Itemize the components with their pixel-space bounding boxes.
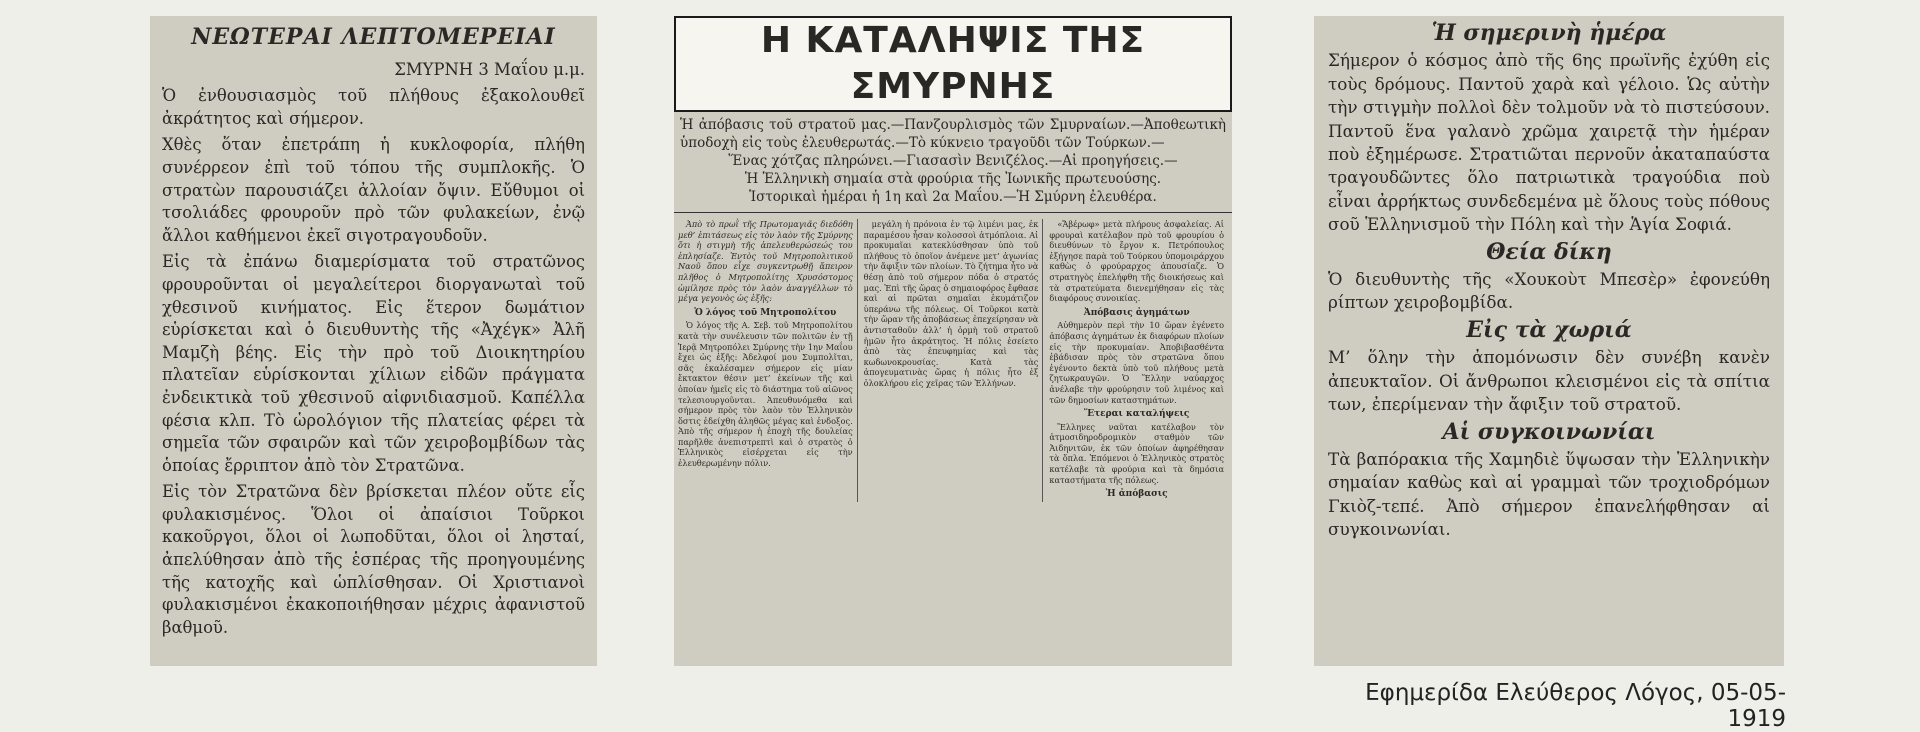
column-text: Ὁ λόγος τῆς Α. Σεβ. τοῦ Μητροπολίτου κατὰ τὴν συνέλευσιν τῶν πολιτῶν ἐν τῇ Ἱερᾷ Μητροπόλει Σμύρνης τὴν 1ην Μαΐου ἔχει ὡς ἑξῆς: Ἀδελφοί μου Συμπολῖται, σᾶς ἐκαλέσαμεν σήμερον εἰς μίαν ἔκτακτον θέσιν μετ’ ἐκείνων τῆς καὶ ὁποίαν ἡμεῖς εἰς τὸ διάστημα τοῦ αἰῶνος τελεσιουργοῦνται. Ἀπευθυνόμεθα καὶ σήμερον πρὸς τὸν λαὸν τὸν Ἑλληνικὸν ὅστις ἐδείχθη ἀληθῶς μέγας καὶ ἐνδοξος. Ἀπὸ τῆς σήμερον ἡ ἐποχὴ τῆς δουλείας παρῆλθε ἀνεπιστρεπτὶ καὶ ὁ στρατὸς ὁ Ἑλληνικὸς εἰσέρχεται εἰς τὴν ἐλευθερωμένην πόλιν. <box>678 320 853 469</box>
right-paragraph: Σήμερον ὁ κόσμος ἀπὸ τῆς 6ης πρωϊνῆς ἐχύθη εἰς τοὺς δρόμους. Παντοῦ χαρὰ καὶ γέλοιο. Ὡς αὐτὴν τὴν στιγμὴν πολλοὶ δὲν τολμοῦν νὰ τὸ πιστεύσουν. Παντοῦ ἕνα γαλανὸ χρῶμα χαιρετᾷ τὴν ἡμέραν ποὺ ἐξημέρωσε. Στρατιῶται περνοῦν ἀκαταπαύστα τραγουδῶντες ὅλο πατριωτικὰ τραγούδια ποὺ εἶναι ἀρρήκτως συνδεδεμένα μὲ ὅλους τοὺς πόθους σοῦ Ἑλληνισμοῦ τὴν Πόλη καὶ τὴν Ἁγία Σοφιά. <box>1328 50 1770 235</box>
left-paragraph: Εἰς τὸν Στρατῶνα δὲν βρίσκεται πλέον οὔτε εἷς φυλακισμένος. Ὅλοι οἱ ἀπαίσιοι Τοῦρκοι κακοῦργοι, ὅλοι οἱ λωποδῦται, ὅλοι οἱ λησταί, ἀπελύθησαν ἀπὸ τῆς ἑσπέρας τῆς προηγουμένης τῆς κατοχῆς καὶ ὡπλίσθησαν. Οἱ Χριστιανοὶ φυλακισμένοι ἐκακοποιήθησαν μέχρις ἀφανιστοῦ βαθμοῦ. <box>162 482 585 637</box>
right-newspaper-clipping <box>1314 16 1784 666</box>
subheadline-line: Ἡ ἀπόβασις τοῦ στρατοῦ μας.—Πανζουρλισμὸς τῶν Σμυρναίων.—Ἀποθεωτικὴ ὑποδοχὴ εἰς τοὺς ἐλευθερωτάς.—Τὸ κύκνειο τραγοῦδι τῶν Τούρκων.— <box>680 117 1226 151</box>
article-column-2 <box>864 219 1044 502</box>
column-text: «Ἄβέρωφ» μετὰ πλήρους ἀσφαλείας. Αἱ φρουραὶ κατέλαβον πρὸ τοῦ φρουρίου ὁ διευθύνων τὸ ἔργον κ. Πετρόπουλος ἐξήγησε παρὰ τοῦ Τούρκου ὑπομοιράρχου καθὼς ὁ φρούραρχος ἀπουσίαζε. Ὁ στρατηγὸς ἐπελήφθη τῆς διοικήσεως καὶ τὰ στρατεύματα διενεμήθησαν εἰς τὰς διαφόρους συνοικίας. <box>1049 219 1225 304</box>
column-heading: Ἀπόβασις ἀγημάτων <box>1083 307 1190 318</box>
subheadline-line: Ἱστορικαὶ ἡμέραι ἡ 1η καὶ 2α Μαΐου.—Ἡ Σμύρνη ἐλευθέρα. <box>749 189 1157 205</box>
right-paragraph: Ὁ διευθυντὴς τῆς «Χουκοὺτ Μπεσὲρ» ἐφονεύθη ρίπτων χειροβομβίδα. <box>1328 269 1770 313</box>
column-heading: Ὁ λόγος τοῦ Μητροπολίτου <box>694 307 837 318</box>
left-clipping-dateline: ΣΜΥΡΝΗ 3 Μαΐου μ.μ. <box>394 59 585 79</box>
subheadline-line: Ἡ Ἑλληνικὴ σημαία στὰ φρούρια τῆς Ἰωνικῆς πρωτευούσης. <box>744 171 1162 187</box>
left-paragraph: Χθὲς ὅταν ἐπετράπη ἡ κυκλοφορία, πλήθη συνέρρεον ἐπὶ τοῦ τόπου τῆς συμπλοκῆς. Ὁ στρατὼν παρουσιάζει ἀλλοίαν ὄψιν. Εὔθυμοι οἱ τσολιάδες φρουροῦν πρὸ τῶν φυλακείων, ἐνῷ ἄλλοι καθήμενοι ἐκεῖ σιγοτραγουδοῦν. <box>162 135 585 245</box>
right-heading: Εἰς τὰ χωριά <box>1466 316 1632 343</box>
center-newspaper-clipping <box>674 16 1232 666</box>
left-paragraph: Ὁ ἐνθουσιασμὸς τοῦ πλήθους ἐξακολουθεῖ ἀκράτητος καὶ σήμερον. <box>162 86 585 128</box>
left-paragraph: Εἰς τὰ ἐπάνω διαμερίσματα τοῦ στρατῶνος φρουροῦνται οἱ μεγαλείτεροι διοργανωταὶ τοῦ χθεσινοῦ κινήματος. Εἰς ἕτερον δωμάτιον εὑρίσκεται καὶ ὁ διευθυντὴς τῆς «Ἀχέγκ» Ἀλῆ Μαμζὴ βέης. Εἰς τὴν πρὸ τοῦ Διοικητηρίου πλατεῖαν εὑρίσκονται χίλιων εἰδῶν πράγματα ἐνδεικτικὰ τοῦ χθεσινοῦ αἰφνιδιασμοῦ. Καπέλλα φέσια κλπ. Τὸ ὡρολόγιον τῆς πλατείας φέρει τὰ σημεῖα τῶν σφαιρῶν καὶ τῶν χειροβομβίδων τὰς ὁποίας ἔρριπτον ἀπὸ τὸν Στρατῶνα. <box>162 252 585 475</box>
right-heading: Θεία δίκη <box>1486 238 1612 265</box>
article-column-1 <box>678 219 858 502</box>
center-subheadlines <box>674 112 1232 213</box>
column-text: μεγάλη ἡ πρόνοια ἐν τῷ λιμένι μας, ἐκ παραμέσου ἦσαν κολοσσοὶ ἀτμόπλοια. Αἱ προκυμαῖαι κατεκλύσθησαν ὑπὸ τοῦ πλήθους τὸ ὁποῖον ἀνέμενε μετ’ ἀγωνίας τὴν ἄφιξιν τῶν πλοίων. Τὸ ζήτημα ἦτο νὰ θέσῃ ἀπὸ τοῦ σήμερον πόδα ὁ στρατός μας. Ἐπὶ τῆς ὥρας ὁ σημαιοφόρος ἔφθασε καὶ αἱ πρῶται σημαῖαι ἐκυμάτιζον ὑπεράνω τῆς πόλεως. Οἱ Τοῦρκοι κατὰ τὴν ὥραν τῆς ἀποβάσεως ἐπεχείρησαν νὰ ἀντισταθοῦν ἀλλ’ ἡ ὁρμὴ τοῦ στρατοῦ ἡμῶν ἦτο ἀκράτητος. Ἡ πόλις ἐσείετο ἀπὸ τὰς ἐπευφημίας καὶ τὰς κωδωνοκρουσίας. Κατὰ τὰς ἀπογευματινὰς ὥρας ἡ πόλις ἦτο ἐξ ὁλοκλήρου εἰς χεῖρας τῶν Ἑλλήνων. <box>863 219 1039 388</box>
column-text: Ἀπὸ τὸ πρωῒ τῆς Πρωτομαγιᾶς διεδόθη μεθ’ ἐπιτάσεως εἰς τὸν λαὸν τῆς Σμύρνης ὅτι ἡ στιγμὴ τῆς ἀπελευθερώσεώς του ἐπλησίαζε. Ἐντὸς τοῦ Μητροπολιτικοῦ Ναοῦ ὅπου εἶχε συγκεντρωθῇ ἄπειρον πλῆθος ὁ Μητροπολίτης Χρυσόστομος ὡμίλησε πρὸς τὸν λαὸν ἀναγγέλλων τὸ μέγα γεγονὸς ὡς ἑξῆς: <box>678 219 853 304</box>
right-paragraph: Μ’ ὅλην τὴν ἀπομόνωσιν δὲν συνέβη κανὲν ἀπευκταῖον. Οἱ ἄνθρωποι κλεισμένοι εἰς τὰ σπίτια των, ἐπερίμεναν τὴν ἄφιξιν τοῦ στρατοῦ. <box>1328 347 1770 415</box>
source-caption: Εφημερίδα Ελεύθερος Λόγος, 05-05-1919 <box>1365 680 1786 732</box>
right-paragraph: Τὰ βαπόρακια τῆς Χαμηδιὲ ὕψωσαν τὴν Ἑλληνικὴν σημαίαν καθὼς καὶ αἱ γραμμαὶ τῶν τροχιοδρόμων Γκιὸζ-τεπέ. Ἀπὸ σήμερον ἐπανελήφθησαν αἱ συγκοινωνίαι. <box>1328 448 1770 540</box>
left-newspaper-clipping <box>150 16 597 666</box>
column-heading: Ἕτεραι καταλήψεις <box>1084 409 1190 420</box>
column-text: Αὐθημερὸν περὶ τὴν 10 ὥραν ἐγένετο ἀπόβασις ἀγημάτων ἐκ διαφόρων πλοίων εἰς τὴν προκυμαίαν. Ἀποβιβασθέντα ἐβάδισαν πρὸς τὸν στρατῶνα ὅπου ἐγένοντο δεκτὰ ὑπὸ τοῦ πλήθους μετὰ ζητωκραυγῶν. Ὁ Ἕλλην ναύαρχος ἀνέλαβε τὴν φρούρησιν τοῦ λιμένος καὶ τῶν δημοσίων καταστημάτων. <box>1049 320 1225 405</box>
left-clipping-title: ΝΕΩΤΕΡΑΙ ΛΕΠΤΟΜΕΡΕΙΑΙ <box>191 24 556 50</box>
right-heading: Αἱ συγκοινωνίαι <box>1442 418 1656 445</box>
right-heading: Ἡ σημερινὴ ἡμέρα <box>1431 20 1667 46</box>
subheadline-line: Ἕνας χότζας πληρώνει.—Γιασασὶν Βενιζέλος.—Αἱ προηγήσεις.— <box>728 153 1178 169</box>
column-heading: Ἡ ἀπόβασις <box>1105 489 1168 500</box>
column-text: Ἕλληνες ναῦται κατέλαβον τὸν ἀτμοσιδηροδρομικὸν σταθμὸν τῶν Ἀιδηνιτῶν, ἐκ τῶν ὁποίων ἀφηρέθησαν τὰ ὅπλα. Ἑπόμενοι ὁ Ἑλληνικὸς στρατὸς κατέλαβε τὰ φρούρια καὶ τὰ δημόσια καταστήματα τῆς πόλεως. <box>1049 421 1225 485</box>
article-column-3 <box>1049 219 1228 502</box>
article-columns <box>674 213 1232 502</box>
center-masthead: Η ΚΑΤΑΛΗΨΙΣ ΤΗΣ ΣΜΥΡΝΗΣ <box>674 16 1232 112</box>
